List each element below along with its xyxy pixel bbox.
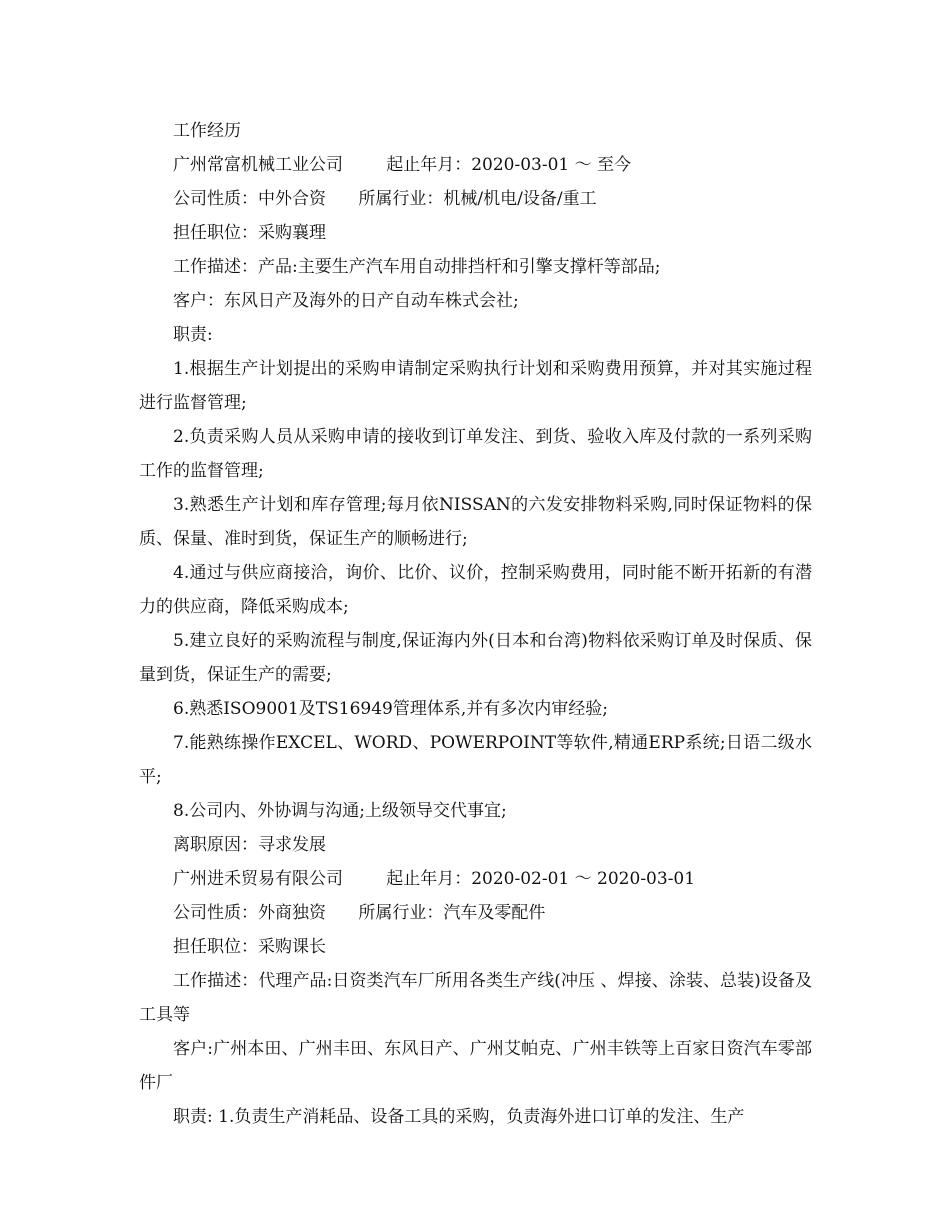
job-description: 工作描述：代理产品:日资类汽车厂所用各类生产线(冲压 、焊接、涂装、总装)设备及工具等 bbox=[139, 971, 812, 1025]
company-info: 公司性质：外商独资 所属行业：汽车及零配件 bbox=[173, 903, 546, 923]
company-info: 公司性质：中外合资 所属行业：机械/机电/设备/重工 bbox=[173, 189, 597, 209]
company-line: 广州进禾贸易有限公司 起止年月：2020-02-01 ～ 2020-03-01 bbox=[173, 869, 696, 889]
leave-reason: 离职原因：寻求发展 bbox=[173, 835, 326, 855]
duty-item: 1.根据生产计划提出的采购申请制定采购执行计划和采购费用预算，并对其实施过程进行监督管理; bbox=[139, 359, 812, 413]
duties-line: 职责: 1.负责生产消耗品、设备工具的采购，负责海外进口订单的发注、生产 bbox=[173, 1107, 745, 1127]
position-line: 担任职位：采购襄理 bbox=[173, 223, 326, 243]
duty-item: 3.熟悉生产计划和库存管理;每月依NISSAN的六发安排物料采购,同时保证物料的保质、保量、准时到货，保证生产的顺畅进行; bbox=[139, 495, 812, 549]
position-line: 担任职位：采购课长 bbox=[173, 937, 326, 957]
client-line: 客户：东风日产及海外的日产自动车株式会社; bbox=[173, 291, 519, 311]
duty-item: 7.能熟练操作EXCEL、WORD、POWERPOINT等软件,精通ERP系统;日语二级水平; bbox=[139, 733, 812, 787]
duty-item: 4.通过与供应商接洽，询价、比价、议价，控制采购费用，同时能不断开拓新的有潜力的供应商，降低采购成本; bbox=[139, 563, 812, 617]
client-line: 客户:广州本田、广州丰田、东风日产、广州艾帕克、广州丰铁等上百家日资汽车零部件厂 bbox=[139, 1039, 812, 1093]
duties-heading: 职责: bbox=[173, 325, 213, 345]
duty-item: 6.熟悉ISO9001及TS16949管理体系,并有多次内审经验; bbox=[173, 699, 608, 719]
duty-item: 2.负责采购人员从采购申请的接收到订单发注、到货、验收入库及付款的一系列采购工作的监督管理; bbox=[139, 427, 812, 481]
duty-item: 8.公司内、外协调与沟通;上级领导交代事宜; bbox=[173, 801, 507, 821]
job-description: 工作描述：产品:主要生产汽车用自动排挡杆和引擎支撑杆等部品; bbox=[173, 257, 661, 277]
company-line: 广州常富机械工业公司 起止年月：2020-03-01 ～ 至今 bbox=[173, 155, 632, 175]
section-heading: 工作经历 bbox=[173, 121, 241, 141]
resume-work-history bbox=[139, 114, 812, 1134]
duty-item: 5.建立良好的采购流程与制度,保证海内外(日本和台湾)物料依采购订单及时保质、保量到货，保证生产的需要; bbox=[139, 631, 812, 685]
